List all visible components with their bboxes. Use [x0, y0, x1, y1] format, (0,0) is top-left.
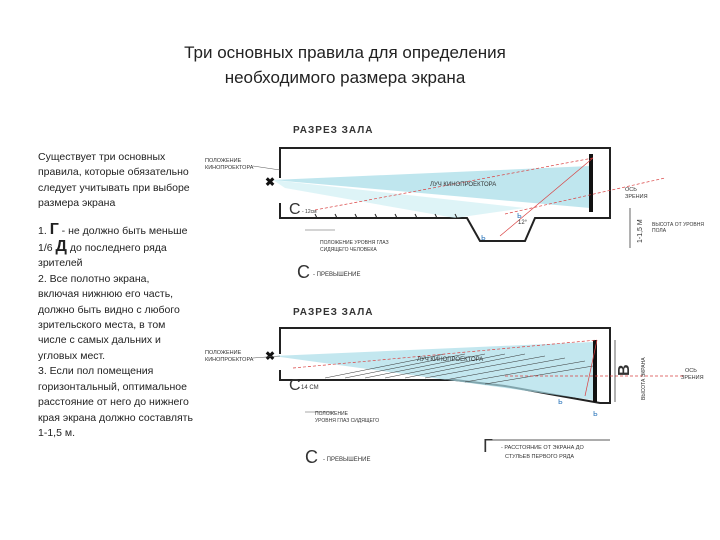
rule-1-mid: - не должно быть меньше 1/6: [38, 224, 188, 255]
rule-1-g-symbol: Г: [49, 220, 59, 238]
top-axis-label-2: ЗРЕНИЯ: [625, 194, 648, 200]
bottom-ray-label: ЛУЧ КИНОПРОЕКТОРА: [417, 357, 484, 363]
top-floor-note-1: ВЫСОТА ОТ УРОВНЯ: [652, 222, 704, 228]
hall-section-diagrams: [205, 118, 705, 478]
bottom-heading: РАЗРЕЗ ЗАЛА: [293, 307, 374, 318]
bottom-c-symbol: C: [289, 377, 301, 394]
bottom-g-label-2: СТУЛЬЕВ ПЕРВОГО РЯДА: [505, 454, 574, 460]
intro-paragraph: Существует три основных правила, которые обязательно следует учитывать при выборе размера экрана: [38, 151, 190, 210]
top-height-label: 1-1,5 М: [637, 219, 644, 243]
rule-1: [38, 222, 193, 272]
bottom-projector-beam: [273, 342, 593, 400]
top-c-small: - 12см: [302, 209, 317, 215]
slide-title: [160, 40, 530, 90]
top-c-legend-symbol: C: [297, 262, 310, 282]
top-c-symbol: C: [289, 201, 301, 218]
rules-text: [38, 150, 193, 441]
bottom-axis-label-1: ОСЬ: [685, 368, 697, 374]
bottom-floor-note-1: ПОЛОЖЕНИЕ: [315, 411, 348, 417]
top-hall-section: [205, 125, 704, 282]
bottom-projector-icon: ✖: [265, 349, 276, 363]
bottom-floor-note-2: УРОВНЯ ГЛАЗ СИДЯЩЕГО: [315, 418, 380, 424]
bottom-c-small: 14 СМ: [301, 385, 319, 391]
rule-3: 3. Если пол помещения горизонтальный, оптимальное расстояние от него до нижнего края экрана должно составлять 1-1,5 м.: [38, 365, 193, 439]
bottom-projector-label-2: КИНОПРОЕКТОРА: [205, 357, 254, 363]
bottom-blue-mark-1: ь: [558, 396, 563, 406]
top-projector-icon: ✖: [265, 175, 276, 189]
top-screen: [589, 154, 593, 212]
bottom-c-legend-symbol: C: [305, 447, 318, 467]
top-floor-note-2: ПОЛА: [652, 228, 667, 234]
rule-1-d-symbol: Д: [55, 238, 67, 256]
bottom-g-symbol: Г: [483, 436, 493, 456]
top-heading: РАЗРЕЗ ЗАЛА: [293, 125, 374, 136]
bottom-c-legend: - ПРЕВЫШЕНИЕ: [323, 457, 371, 463]
top-ray-label: ЛУЧ КИНОПРОЕКТОРА: [430, 182, 497, 188]
bottom-blue-mark-2: ь: [593, 408, 598, 418]
rule-2: 2. Все полотно экрана, включая нижнюю его часть, должно быть видно с любого зрительского места, в том числе с самых дальних и угловых мест.: [38, 272, 180, 362]
top-eye-note-2: СИДЯЩЕГО ЧЕЛОВЕКА: [320, 247, 377, 253]
bottom-b-symbol: B: [616, 364, 633, 376]
bottom-projector-label-1: ПОЛОЖЕНИЕ: [205, 350, 242, 356]
title-line-2: необходимого размера экрана: [224, 68, 466, 87]
top-angle-label: 12°: [518, 220, 528, 226]
bottom-side-label: ВЫСОТА ЭКРАНА: [641, 357, 647, 400]
top-projector-label-2: КИНОПРОЕКТОРА: [205, 165, 254, 171]
top-axis-label-1: ОСЬ: [625, 187, 637, 193]
top-c-legend: - ПРЕВЫШЕНИЕ: [313, 272, 361, 278]
bottom-g-label: - РАССТОЯНИЕ ОТ ЭКРАНА ДО: [501, 445, 584, 451]
top-blue-mark-2: ь: [517, 210, 522, 220]
bottom-axis-label-2: ЗРЕНИЯ: [681, 375, 704, 381]
top-projector-label-1: ПОЛОЖЕНИЕ: [205, 158, 242, 164]
top-eye-note-1: ПОЛОЖЕНИЕ УРОВНЯ ГЛАЗ: [320, 240, 389, 246]
rule-1-number: 1.: [38, 224, 47, 237]
bottom-hall-section: [205, 307, 704, 467]
top-blue-mark-1: ь: [481, 232, 486, 242]
title-line-1: Три основных правила для определения: [184, 43, 506, 62]
rule-1-post: до последнего ряда зрителей: [38, 242, 167, 270]
